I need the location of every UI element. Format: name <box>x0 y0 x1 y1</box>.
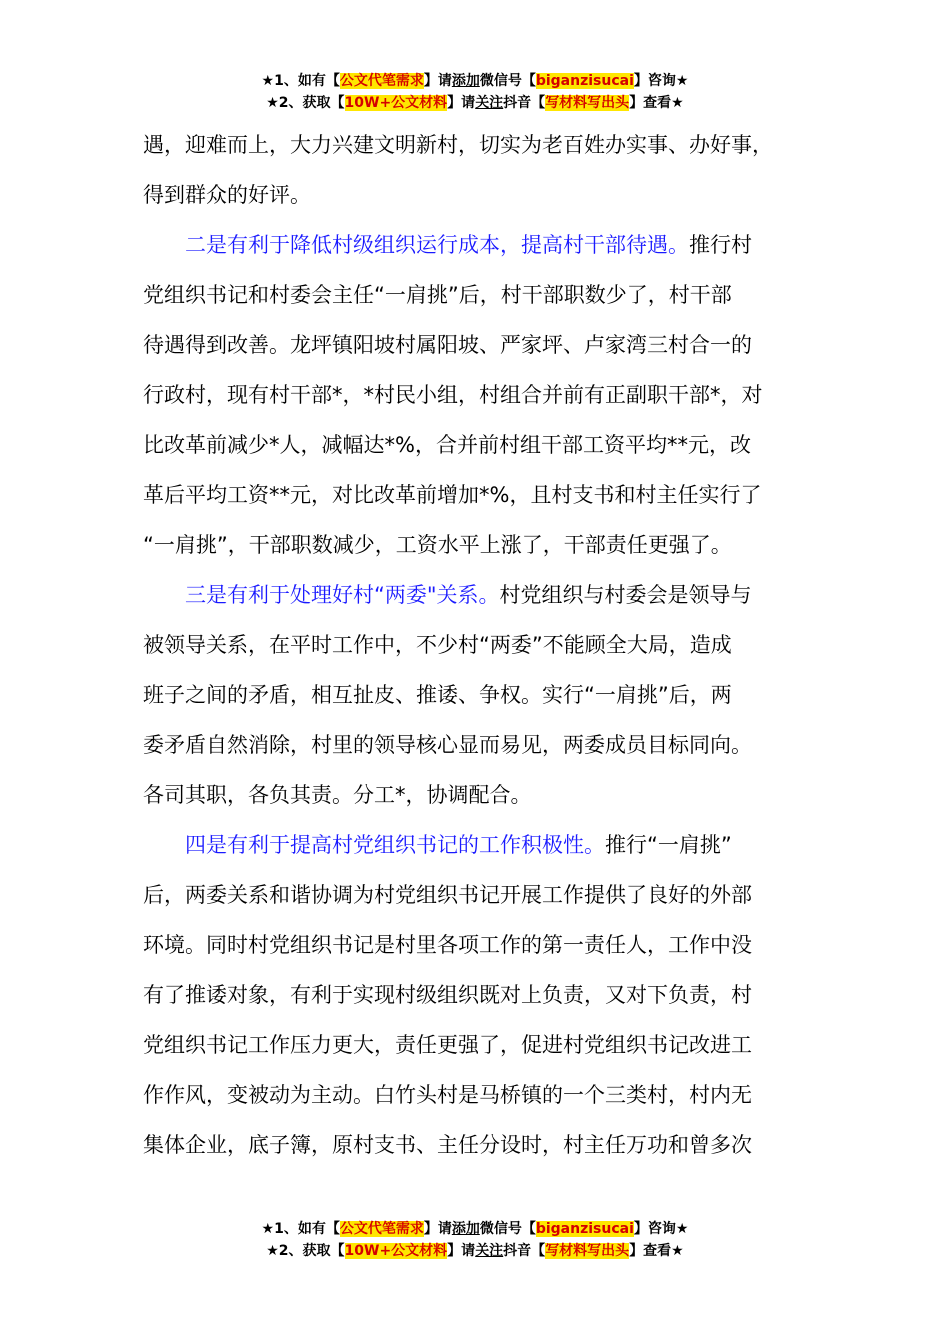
text-line: 遇，迎难而上，大力兴建文明新村，切实为老百姓办实事、办好事， <box>143 133 773 157</box>
ad-text: 】查看★ <box>629 95 684 111</box>
text-line: “一肩挑”，干部职数减少，工资水平上涨了，干部责任更强了。 <box>143 533 732 557</box>
ad-highlight: 公文代笔需求 <box>339 73 424 89</box>
ad-text: 】咨询★ <box>633 73 689 89</box>
text-line: 班子之间的矛盾，相互扯皮、推诿、争权。实行“一肩挑”后，两 <box>143 683 732 707</box>
text-line: 比改革前减少*人，减幅达*%，合并前村组干部工资平均**元，改 <box>143 433 751 457</box>
paragraph-text: 村党组织与村委会是领导与 <box>499 583 752 607</box>
paragraph-first-line <box>143 570 815 620</box>
header-ad <box>0 70 950 114</box>
ad-text: 】请 <box>447 95 476 111</box>
text-line: 环境。同时村党组织书记是村里各项工作的第一责任人，工作中没 <box>143 933 752 957</box>
text-line: 后，两委关系和谐协调为村党组织书记开展工作提供了良好的外部 <box>143 883 752 907</box>
ad-text: ★1、如有【 <box>261 73 340 89</box>
ad-highlight: 10W+公文材料 <box>344 1243 448 1259</box>
paragraph-first-line <box>143 820 815 870</box>
ad-text: 抖音【 <box>503 95 546 111</box>
footer-ad <box>0 1218 950 1262</box>
ad-text: 微信号【 <box>479 1221 536 1237</box>
header-ad-line-1 <box>0 70 950 92</box>
ad-text: 微信号【 <box>479 73 536 89</box>
ad-highlight: biganzisucai <box>535 73 634 89</box>
text-line: 革后平均工资**元，对比改革前增加*%，且村支书和村主任实行了 <box>143 483 762 507</box>
ad-text: 】查看★ <box>629 1243 684 1259</box>
ad-text: 】咨询★ <box>633 1221 689 1237</box>
text-line: 作作风，变被动为主动。白竹头村是马桥镇的一个三类村，村内无 <box>143 1083 752 1107</box>
ad-underlined-text: 关注 <box>475 95 504 111</box>
ad-highlight: biganzisucai <box>535 1221 634 1237</box>
ad-underlined-text: 添加 <box>451 73 480 89</box>
footer-ad-line-1 <box>0 1218 950 1240</box>
ad-text: ★2、获取【 <box>266 1243 345 1259</box>
text-line: 党组织书记工作压力更大，责任更强了，促进村党组织书记改进工 <box>143 1033 752 1057</box>
paragraph-heading: 三是有利于处理好村“两委"关系。 <box>185 583 500 607</box>
paragraph-heading: 二是有利于降低村级组织运行成本，提高村干部待遇。 <box>185 233 689 257</box>
ad-text: ★1、如有【 <box>261 1221 340 1237</box>
text-line: 得到群众的好评。 <box>143 183 311 207</box>
ad-underlined-text: 关注 <box>475 1243 504 1259</box>
ad-highlight: 写材料写出头 <box>545 1243 630 1259</box>
paragraph-text: 推行“一肩挑” <box>605 833 732 857</box>
text-line: 待遇得到改善。龙坪镇阳坡村属阳坡、严家坪、卢家湾三村合一的 <box>143 333 752 357</box>
ad-text: 】请 <box>423 1221 452 1237</box>
text-line: 各司其职，各负其责。分工*，协调配合。 <box>143 783 532 807</box>
text-line: 被领导关系，在平时工作中，不少村“两委”不能顾全大局，造成 <box>143 633 732 657</box>
footer-ad-line-2 <box>0 1240 950 1262</box>
ad-highlight: 公文代笔需求 <box>339 1221 424 1237</box>
ad-highlight: 10W+公文材料 <box>344 95 448 111</box>
document-body <box>143 120 815 1170</box>
ad-text: ★2、获取【 <box>266 95 345 111</box>
paragraph-heading: 四是有利于提高村党组织书记的工作积极性。 <box>185 833 605 857</box>
ad-text: 】请 <box>423 73 452 89</box>
paragraph-first-line <box>143 220 815 270</box>
ad-underlined-text: 添加 <box>451 1221 480 1237</box>
ad-text: 】请 <box>447 1243 476 1259</box>
ad-highlight: 写材料写出头 <box>545 95 630 111</box>
paragraph-text: 推行村 <box>689 233 752 257</box>
text-line: 有了推诿对象，有利于实现村级组织既对上负责，又对下负责，村 <box>143 983 752 1007</box>
text-line: 党组织书记和村委会主任“一肩挑”后，村干部职数少了，村干部 <box>143 283 732 307</box>
header-ad-line-2 <box>0 92 950 114</box>
text-line: 行政村，现有村干部*，*村民小组，村组合并前有正副职干部*，对 <box>143 383 763 407</box>
ad-text: 抖音【 <box>503 1243 546 1259</box>
text-line: 委矛盾自然消除，村里的领导核心显而易见，两委成员目标同向。 <box>143 733 752 757</box>
text-line: 集体企业，底子簿，原村支书、主任分设时，村主任万功和曾多次 <box>143 1133 752 1157</box>
